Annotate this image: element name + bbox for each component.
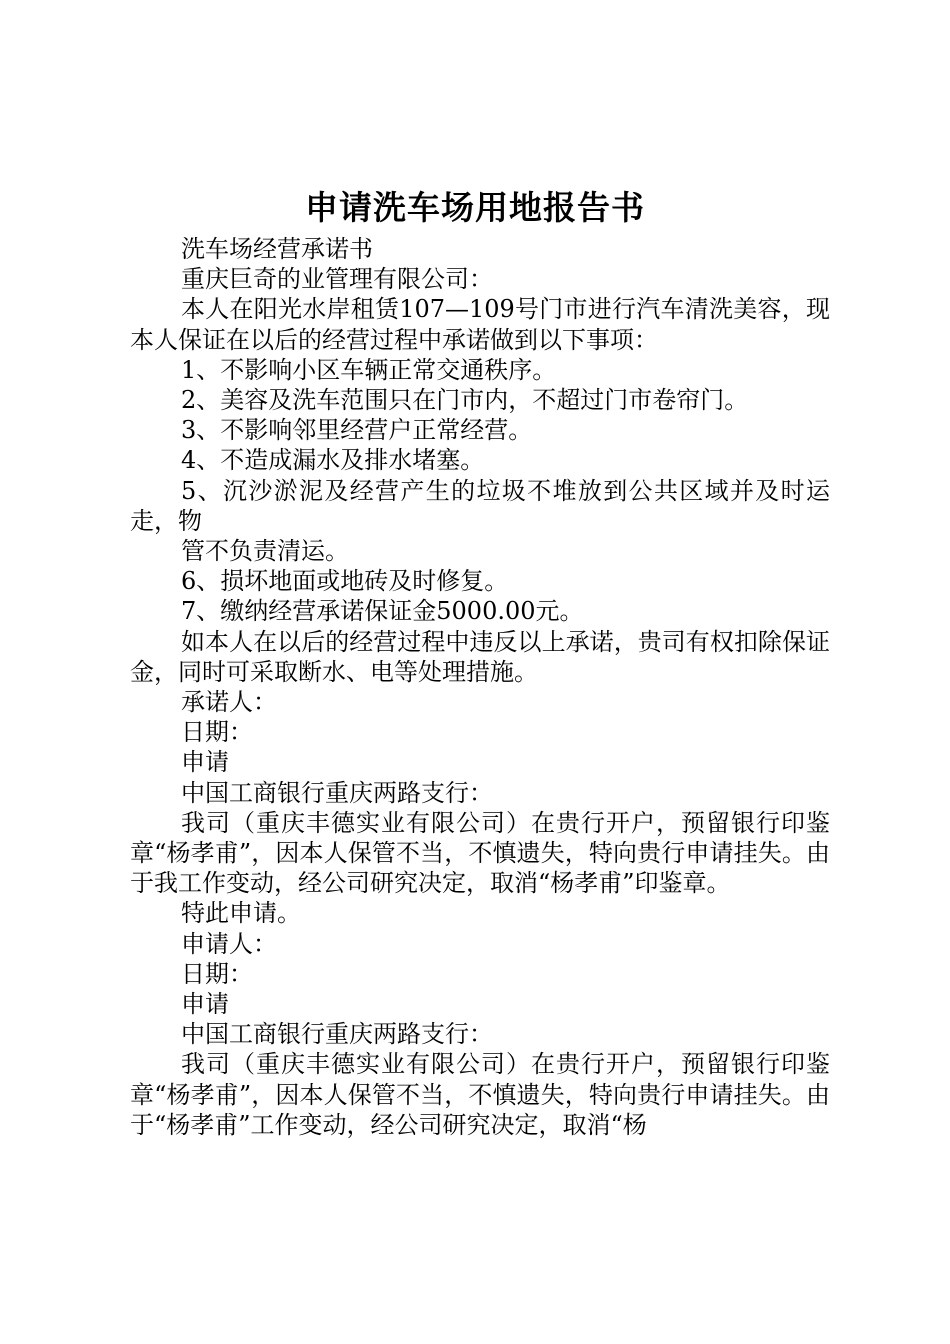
paragraph: 日期： <box>181 718 253 747</box>
paragraph: 5、沉沙淤泥及经营产生的垃圾不堆放到公共区域并及时运走，物 <box>130 476 830 535</box>
paragraph: 中国工商银行重庆两路支行： <box>181 778 493 807</box>
paragraph: 3、不影响邻里经营户正常经营。 <box>181 416 533 445</box>
paragraph: 1、不影响小区车辆正常交通秩序。 <box>181 355 557 384</box>
paragraph: 我司（重庆丰德实业有限公司）在贵行开户，预留银行印鉴章“杨孝甫”，因本人保管不当，不慎遗失，特向贵行申请挂失。由于“杨孝甫”工作变动，经公司研究决定，取消“杨 <box>130 1050 830 1139</box>
paragraph: 申请 <box>181 990 229 1019</box>
paragraph: 日期： <box>181 959 253 988</box>
paragraph: 申请 <box>181 748 229 777</box>
paragraph: 6、损坏地面或地砖及时修复。 <box>181 567 509 596</box>
paragraph: 4、不造成漏水及排水堵塞。 <box>181 446 485 475</box>
paragraph: 7、缴纳经营承诺保证金5000.00元。 <box>181 597 584 626</box>
paragraph: 2、美容及洗车范围只在门市内，不超过门市卷帘门。 <box>181 386 749 415</box>
paragraph: 我司（重庆丰德实业有限公司）在贵行开户，预留银行印鉴章“杨孝甫”，因本人保管不当，不慎遗失，特向贵行申请挂失。由于我工作变动，经公司研究决定，取消“杨孝甫”印鉴章。 <box>130 808 830 898</box>
paragraph: 如本人在以后的经营过程中违反以上承诺，贵司有权扣除保证金，同时可采取断水、电等处理措施。 <box>130 627 830 686</box>
paragraph: 重庆巨奇的业管理有限公司： <box>181 265 493 294</box>
document-title: 申请洗车场用地报告书 <box>305 188 645 227</box>
paragraph: 管不负责清运。 <box>181 537 349 566</box>
paragraph: 特此申请。 <box>181 899 301 928</box>
paragraph: 本人在阳光水岸租赁107—109号门市进行汽车清洗美容，现本人保证在以后的经营过程中承诺做到以下事项： <box>130 295 830 354</box>
paragraph: 申请人： <box>181 929 277 958</box>
document-body <box>130 234 830 1140</box>
paragraph: 承诺人： <box>181 688 277 717</box>
paragraph: 洗车场经营承诺书 <box>181 235 373 263</box>
paragraph: 中国工商银行重庆两路支行： <box>181 1020 493 1049</box>
